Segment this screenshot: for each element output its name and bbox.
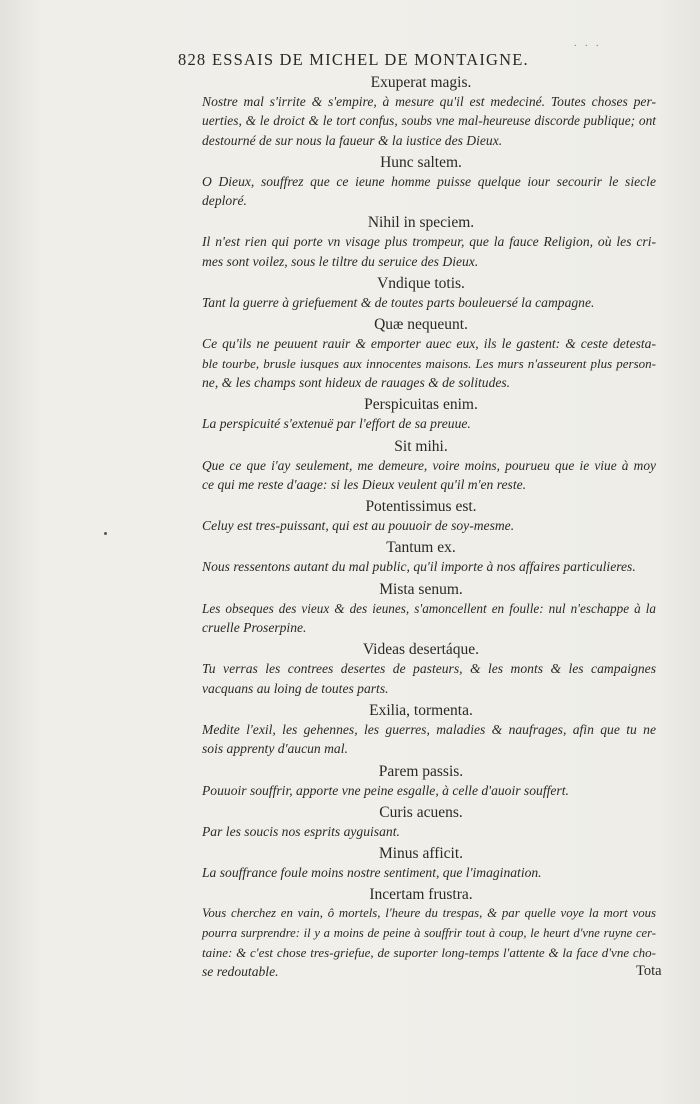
french-translation: [186, 863, 656, 882]
french-translation: [186, 172, 656, 211]
translation-line: Celuy est tres-puissant, qui est au pouuoir de soy-mesme.: [202, 518, 515, 534]
translation-line: sois apprenty d'aucun mal.: [202, 741, 348, 757]
translation-line: Il n'est rien qui porte vn visage plus trompeur, que la fauce Religion, où les cri-: [202, 234, 656, 250]
latin-lemma: Sit mihi.: [394, 437, 448, 455]
catchword: Tota: [636, 963, 662, 980]
latin-lemma: Incertam frustra.: [369, 886, 473, 904]
page-header: [178, 38, 608, 72]
latin-lemma: Mista senum.: [379, 580, 463, 598]
french-translation: [186, 781, 656, 800]
french-translation: [186, 334, 656, 392]
latin-lemma: Vndique totis.: [377, 275, 465, 293]
translation-line: vacquans au loing de toutes parts.: [202, 680, 389, 696]
french-translation: [186, 659, 656, 698]
latin-lemma: Quæ nequeunt.: [374, 316, 468, 334]
translation-line: uerties, & le droict & le tort confus, soubs vne mal-heureuse discorde publique; ont: [202, 113, 656, 129]
latin-lemma: Videas desertáque.: [362, 641, 480, 659]
translation-line: Nous ressentons autant du mal public, qu'il importe à nos affaires particulieres.: [202, 559, 636, 575]
french-translation: [186, 414, 656, 433]
translation-line: La souffrance foule moins nostre sentiment, que l'imagination.: [202, 865, 542, 881]
latin-lemma: Perspicuitas enim.: [364, 396, 478, 414]
translation-line: Que ce que i'ay seulement, me demeure, voire moins, pourueu que ie viue à moy: [202, 457, 656, 473]
latin-lemma: Exilia, tormenta.: [369, 701, 473, 719]
ink-speck: [104, 532, 107, 535]
french-translation: [186, 456, 656, 495]
french-translation: [186, 822, 656, 841]
translation-line: ne, & les champs sont hideux de rauages & de solitudes.: [202, 374, 511, 390]
translation-line: Nostre mal s'irrite & s'empire, à mesure qu'il est medeciné. Toutes choses per-: [202, 94, 656, 109]
translation-line: taine: & c'est chose tres-griefue, de suporter long-temps l'attente & la face d'vne cho-: [202, 945, 656, 961]
running-title: ESSAIS DE MICHEL DE MONTAIGNE.: [212, 50, 529, 69]
translation-line: O Dieux, souffrez que ce ieune homme puisse quelque iour secourir le siecle: [202, 173, 656, 189]
translation-line: Medite l'exil, les gehennes, les guerres, maladies & naufrages, afin que tu ne: [202, 721, 656, 737]
translation-line: ce qui me reste d'aage: si les Dieux veulent qu'il m'en reste.: [202, 476, 527, 492]
latin-lemma: Hunc saltem.: [380, 153, 462, 171]
translation-line: cruelle Proserpine.: [202, 620, 307, 636]
translation-line: Ce qu'ils ne peuuent rauir & emporter auec eux, ils le gastent: & ceste detesta-: [202, 336, 656, 352]
translation-line: Tant la guerre à griefuement & de toutes parts bouleuersé la campagne.: [202, 295, 595, 311]
latin-lemma: Curis acuens.: [379, 803, 463, 821]
translation-line: La perspicuité s'extenuë par l'effort de sa preuue.: [202, 416, 471, 432]
french-translation: [186, 720, 656, 759]
translation-line: Les obseques des vieux & des ieunes, s'amoncellent en foulle: nul n'eschappe à la: [202, 600, 656, 616]
translation-line: Tu verras les contrees desertes de pasteurs, & les monts & les campaignes: [202, 661, 656, 677]
french-translation: [186, 293, 656, 312]
page-number: 828: [178, 50, 207, 69]
signature-mark: . . .: [574, 38, 602, 49]
translation-line: se redoutable.: [202, 964, 279, 980]
latin-lemma: Parem passis.: [378, 762, 464, 780]
latin-lemma: Exuperat magis.: [370, 74, 472, 91]
translation-line: destourné de sur nous la faueur & la iustice des Dieux.: [202, 132, 503, 148]
translation-body: [186, 74, 662, 986]
french-translation: [186, 516, 656, 535]
latin-lemma: Minus afficit.: [378, 845, 464, 863]
french-translation: [186, 92, 656, 150]
translation-line: Pouuoir souffrir, apporte vne peine esgalle, à celle d'auoir souffert.: [202, 782, 569, 798]
latin-lemma: Nihil in speciem.: [367, 214, 475, 232]
translation-line: ble tourbe, brusle iusques aux innocentes maisons. Les murs n'asseurent plus person-: [202, 355, 656, 371]
latin-lemma: Potentissimus est.: [365, 498, 477, 516]
translation-line: Vous cherchez en vain, ô mortels, l'heure du trespas, & par quelle voye la mort vous: [202, 906, 656, 921]
translation-line: Par les soucis nos esprits ayguisant.: [202, 823, 400, 839]
french-translation: [186, 557, 656, 576]
latin-lemma: Tantum ex.: [386, 539, 456, 557]
translation-line: pourra surprendre: il y a moins de peine à souffrir tout à coup, le heurt d'vne ruyne cer-: [202, 925, 656, 940]
translation-line: mes sont voilez, sous le tiltre du seruice des Dieux.: [202, 253, 479, 269]
french-translation: [186, 232, 656, 271]
french-translation: [186, 599, 656, 638]
translation-line: deploré.: [202, 193, 247, 209]
french-translation: [186, 904, 662, 981]
